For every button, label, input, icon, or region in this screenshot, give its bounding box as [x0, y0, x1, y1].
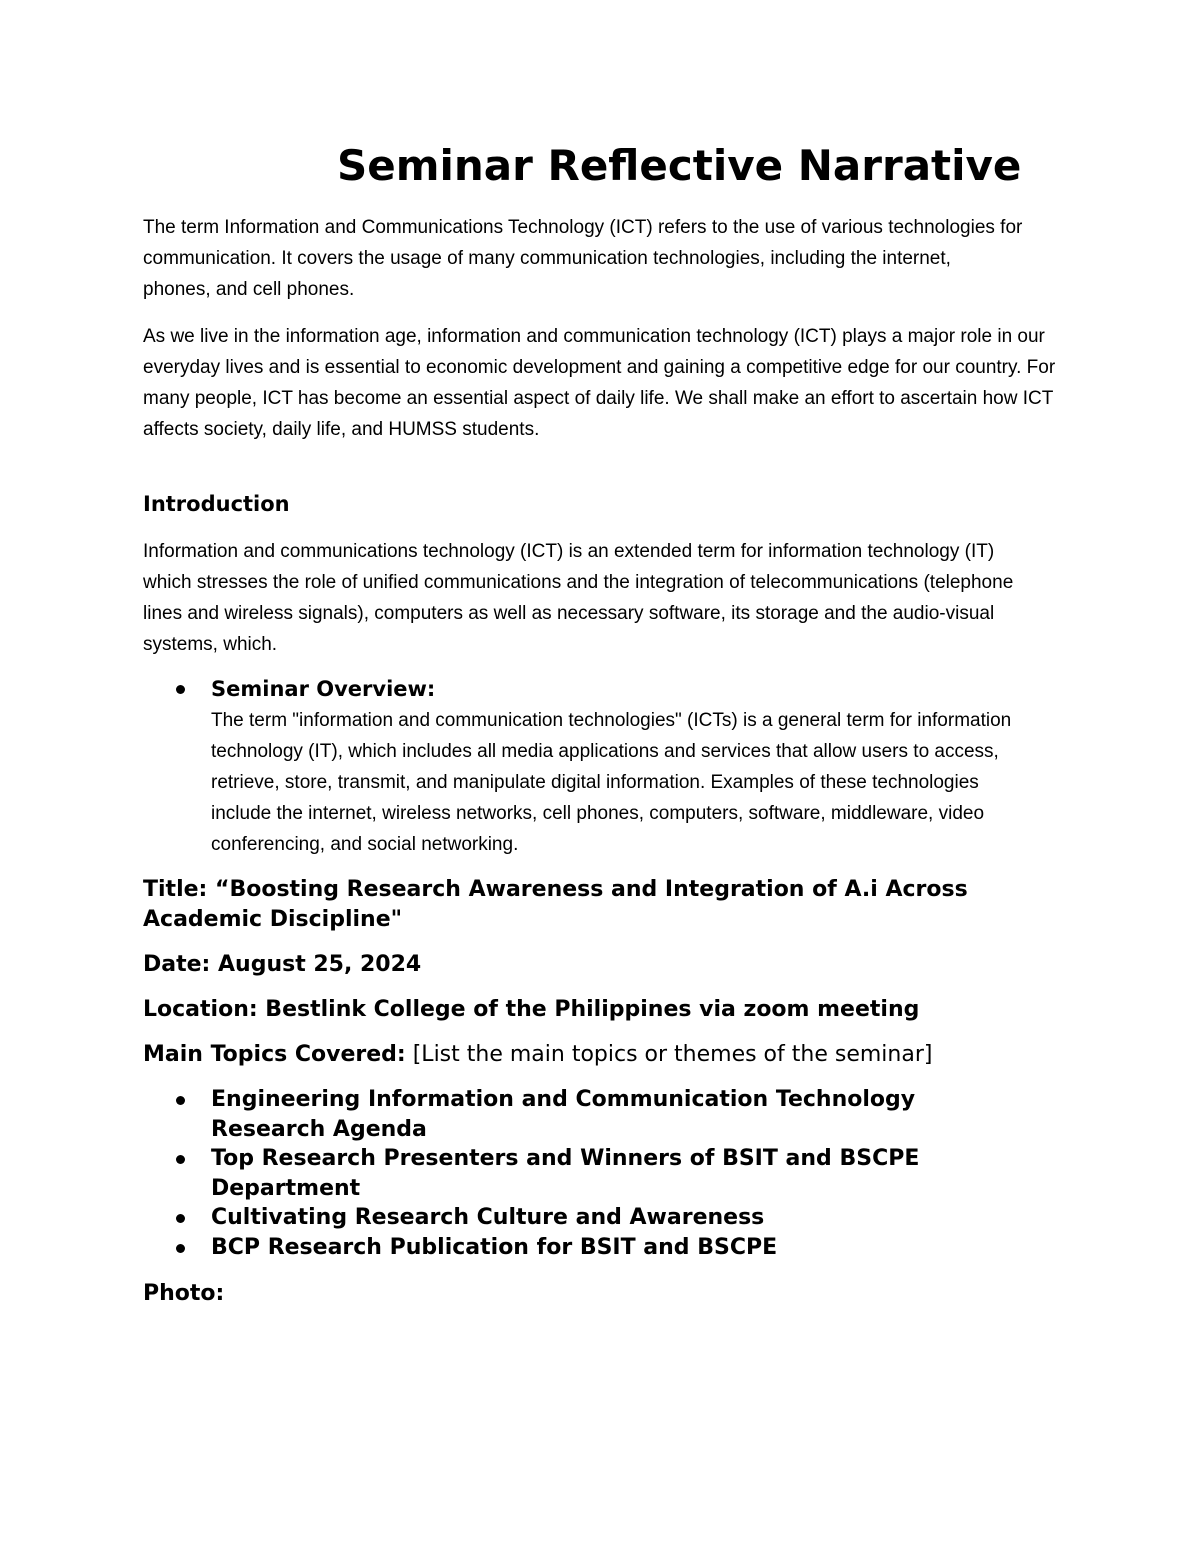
introduction-heading: Introduction — [143, 492, 290, 516]
bullet-icon — [176, 1214, 185, 1223]
main-topics-placeholder: [List the main topics or themes of the seminar] — [405, 1042, 933, 1067]
bullet-icon — [176, 685, 185, 694]
seminar-overview-text: The term "information and communication technologies" (ICTs) is a general term for information technology (IT), which includes all media applications and services that allow users to access, retrieve, store, transmit, and manipulate digital information. Examples of these technologies include the internet, wireless networks, cell phones, computers, software, middleware, video conferencing, and social networking. — [211, 710, 1012, 855]
seminar-location: Location: Bestlink College of the Philippines via zoom meeting — [143, 997, 920, 1022]
ict-definition-paragraph: The term Information and Communications Technology (ICT) refers to the use of various technologies for communication. It covers the usage of many communication technologies, including the internet, phones, and cell phones. — [143, 217, 1023, 300]
topic-list-item: Cultivating Research Culture and Awareness — [211, 1205, 765, 1230]
topic-list-item: BCP Research Publication for BSIT and BSCPE — [211, 1235, 778, 1260]
seminar-title: Title: “Boosting Research Awareness and Integration of A.i Across Academic Discipline" — [143, 877, 968, 932]
seminar-date: Date: August 25, 2024 — [143, 952, 422, 977]
introduction-paragraph: Information and communications technology (ICT) is an extended term for information technology (IT) which stresses the role of unified communications and the integration of telecommunications (telephone lines and wireless signals), computers as well as necessary software, its storage and the audio-visual systems, which. — [143, 541, 1014, 655]
seminar-overview-item — [211, 674, 1041, 860]
information-age-paragraph: As we live in the information age, information and communication technology (ICT) plays a major role in our everyday lives and is essential to economic development and gaining a competitive edge for our country. For many people, ICT has become an essential aspect of daily life. We shall make an effort to ascertain how ICT affects society, daily life, and HUMSS students. — [143, 326, 1056, 440]
document-title: Seminar Reflective Narrative — [337, 141, 1022, 190]
main-topics-label: Main Topics Covered: — [143, 1042, 406, 1067]
photo-label: Photo: — [143, 1281, 225, 1306]
seminar-overview-heading: Seminar Overview: — [211, 677, 436, 701]
main-topics-line — [143, 1040, 932, 1070]
topic-list-item: Engineering Information and Communication Technology Research Agenda — [211, 1087, 916, 1142]
bullet-icon — [176, 1155, 185, 1164]
topic-list-item: Top Research Presenters and Winners of BSIT and BSCPE Department — [211, 1146, 920, 1201]
bullet-icon — [176, 1096, 185, 1105]
bullet-icon — [176, 1244, 185, 1253]
